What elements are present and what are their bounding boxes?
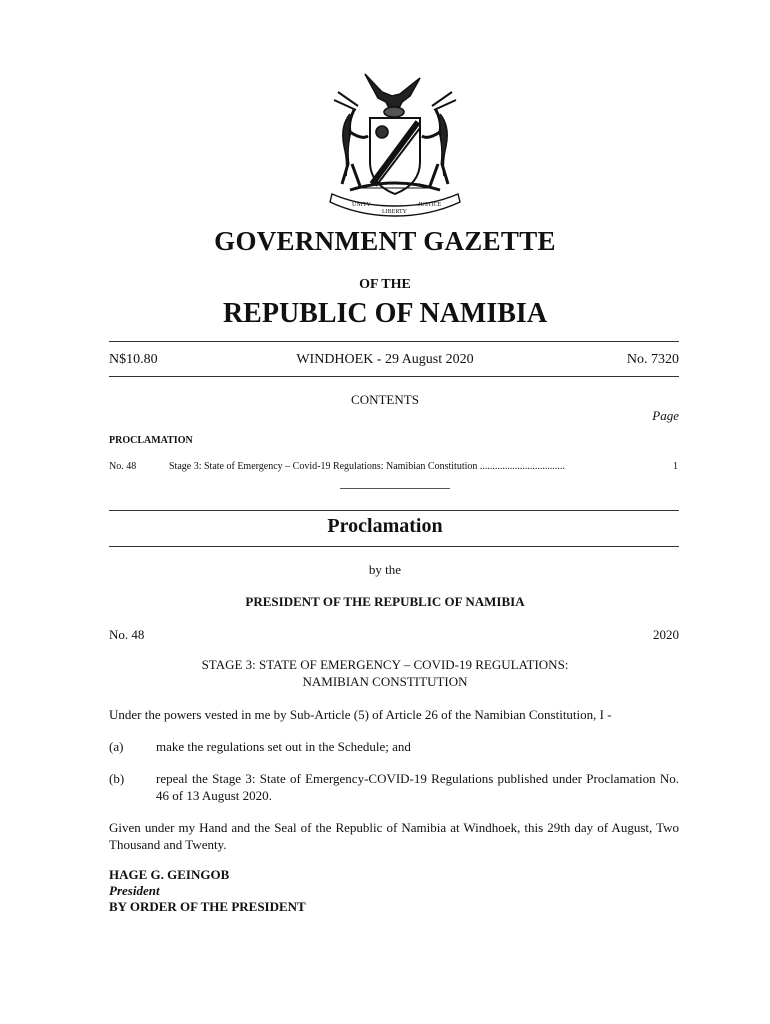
by-order: BY ORDER OF THE PRESIDENT xyxy=(109,899,306,914)
by-the: by the xyxy=(368,562,402,577)
gazette-number: No. 7320 xyxy=(626,352,679,367)
subject-line-2: NAMIBIAN CONSTITUTION xyxy=(302,674,468,689)
contents-heading: CONTENTS xyxy=(351,392,419,407)
intro-paragraph: Under the powers vested in me by Sub-Article (5) of Article 26 of the Namibian Constitution, I - xyxy=(109,707,612,722)
given-paragraph: Given under my Hand and the Seal of the Republic of Namibia at Windhoek, this 29th day of August, Two Thousand and Twenty. xyxy=(109,820,679,852)
contents-section: PROCLAMATION xyxy=(109,435,193,446)
signatory-name: HAGE G. GEINGOB xyxy=(109,867,230,882)
item-b-text: repeal the Stage 3: State of Emergency-COVID-19 Regulations published under Proclamation No. 46 of 13 August 2020. xyxy=(156,771,679,803)
of-the-label: OF THE xyxy=(359,277,411,292)
coat-of-arms-icon xyxy=(320,66,470,218)
subject-line-1: STAGE 3: STATE OF EMERGENCY – COVID-19 REGULATIONS: xyxy=(201,657,569,672)
proclamation-rule-bottom xyxy=(109,546,679,547)
toc-item-title[interactable]: Stage 3: State of Emergency – Covid-19 Regulations: Namibian Constitution .................................. xyxy=(169,461,565,472)
motto-unity: UNITY xyxy=(352,202,371,208)
place-date: WINDHOEK - 29 August 2020 xyxy=(296,352,474,367)
page-label: Page xyxy=(652,408,679,423)
republic-title: REPUBLIC OF NAMIBIA xyxy=(222,298,548,329)
toc-item-page: 1 xyxy=(673,461,678,472)
motto-justice: JUSTICE xyxy=(418,202,442,208)
item-a-label: (a) xyxy=(109,739,124,754)
proclamation-rule-top xyxy=(109,510,679,511)
proclamation-number: No. 48 xyxy=(109,627,145,642)
item-b-label: (b) xyxy=(109,771,125,786)
header-rule-bottom xyxy=(109,376,679,377)
motto-liberty: LIBERTY xyxy=(382,209,407,215)
proclamation-title: Proclamation xyxy=(327,515,443,537)
item-a-text: make the regulations set out in the Schedule; and xyxy=(156,739,411,754)
gazette-title: GOVERNMENT GAZETTE xyxy=(214,226,556,256)
proclamation-year: 2020 xyxy=(653,627,679,642)
header-rule-top xyxy=(109,341,679,342)
price: N$10.80 xyxy=(109,352,158,367)
by-whom: PRESIDENT OF THE REPUBLIC OF NAMIBIA xyxy=(245,594,525,609)
contents-divider xyxy=(340,488,450,489)
signatory-title: President xyxy=(109,883,160,898)
toc-item-no: No. 48 xyxy=(109,461,137,472)
